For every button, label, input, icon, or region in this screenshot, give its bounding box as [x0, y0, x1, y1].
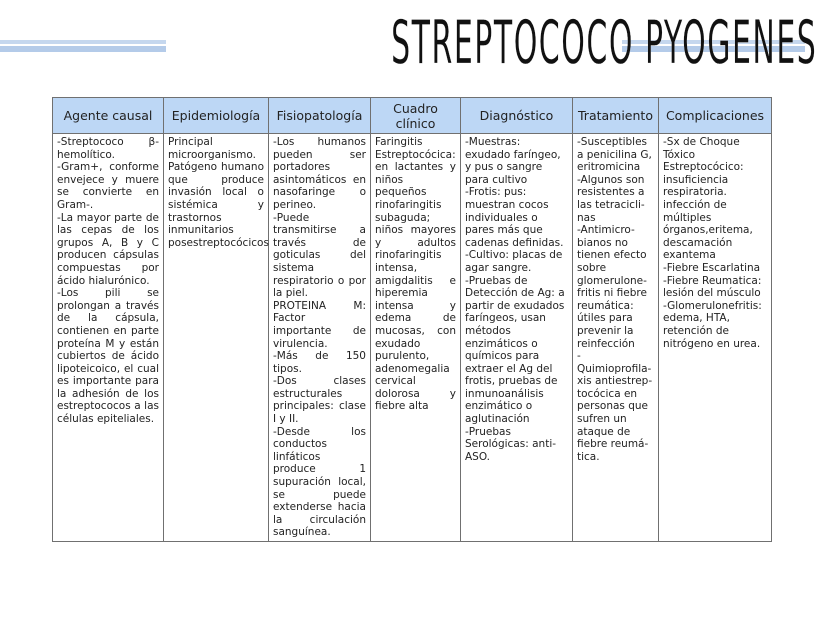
cell-text: -Sx de Choque Tóxico Estreptocócico: insuficiencia respiratoria. infección de múltiples órganos,eritema, descamación exantema -Fiebre Escarlatina -Fiebre Reumatica: lesión del músculo -Glomerulonefritis: edema, HTA, retención de nitrógeno en urea.: [663, 136, 762, 350]
cell-epidemiologia: [164, 134, 269, 542]
cell-cuadro-clinico: [371, 134, 461, 542]
header-tratamiento: Tratamiento: [573, 98, 659, 134]
cell-text: -Los humanos pueden ser portadores asintomáticos en nasofaringe o perineo. -Puede transmitirse a través de goticulas del sistema respiratorio o por la piel. PROTEINA M: Factor importante de virulencia. -Más de 150 tipos. -Dos clases estructurales principales: clase I y II. -Desde los conductos linfáticos produce 1 supuración local, se puede extenderse hacia la circulación sanguínea.: [273, 136, 366, 539]
cell-complicaciones: [659, 134, 772, 542]
title-decoration-left: [0, 40, 166, 52]
header-complicaciones: Complicaciones: [659, 98, 772, 134]
page-title: [178, 8, 818, 78]
cell-agente-causal: [53, 134, 164, 542]
header-diagnostico: Diagnóstico: [461, 98, 573, 134]
header-cuadro-clinico: Cuadro clínico: [371, 98, 461, 134]
header-epidemiologia: Epidemiología: [164, 98, 269, 134]
cell-diagnostico: [461, 134, 573, 542]
header-row: [53, 98, 772, 134]
cell-fisiopatologia: [269, 134, 371, 542]
summary-table: [52, 97, 772, 542]
header-fisiopatologia: Fisiopatología: [269, 98, 371, 134]
cell-text: -Streptococo β-hemolítico. -Gram+, conforme envejece y muere se convierte en Gram-. -La mayor parte de las cepas de los grupos A, B y C producen cápsulas compuestas por ácido hialurónico. -Los pili se prolongan a través de la cápsula, contienen en parte proteína M y están cubiertos de ácido lipoteicoico, el cual es importante para la adhesión de los estreptococos a las células epiteliales.: [57, 136, 159, 426]
cell-text: Principal microorganismo. Patógeno humano que produce invasión local o sistémica y trastornos inmunitarios posestreptocócicos: [168, 136, 269, 249]
cell-text: Faringitis Estreptocócica: en lactantes y niños pequeños rinofaringitis subaguda; niños mayores y adultos rinofaringitis intensa, amigdalitis e hiperemia intensa y edema de mucosas, con exudado purulento, adenomegalia cervical dolorosa y fiebre alta: [375, 136, 456, 413]
table-row: [53, 134, 772, 542]
cell-text: -Muestras: exudado faríngeo, y pus o sangre para cultivo -Frotis: pus: muestran cocos individuales o pares más que cadenas definidas. -Cultivo: placas de agar sangre. -Pruebas de Detección de Ag: a partir de exudados faríngeos, usan métodos enzimáticos o químicos para extraer el Ag del frotis, pruebas de inmunoanálisis enzimático o aglutinación -Pruebas Serológicas: anti-ASO.: [465, 136, 565, 463]
title-text: STREPTOCOCO PYOGENES: [391, 8, 818, 78]
cell-tratamiento: [573, 134, 659, 542]
cell-text: -Susceptibles a penicilina G, eritromicina -Algunos son resistentes a las tetracicli-nas -Antimicro-bianos no tienen efecto sobre glomerulone-fritis ni fiebre reumática: útiles para prevenir la reinfección -Quimioprofila-xis antiestrep-tocócica en personas que sufren un ataque de fiebre reumá-tica.: [577, 136, 653, 463]
header-agente-causal: Agente causal: [53, 98, 164, 134]
